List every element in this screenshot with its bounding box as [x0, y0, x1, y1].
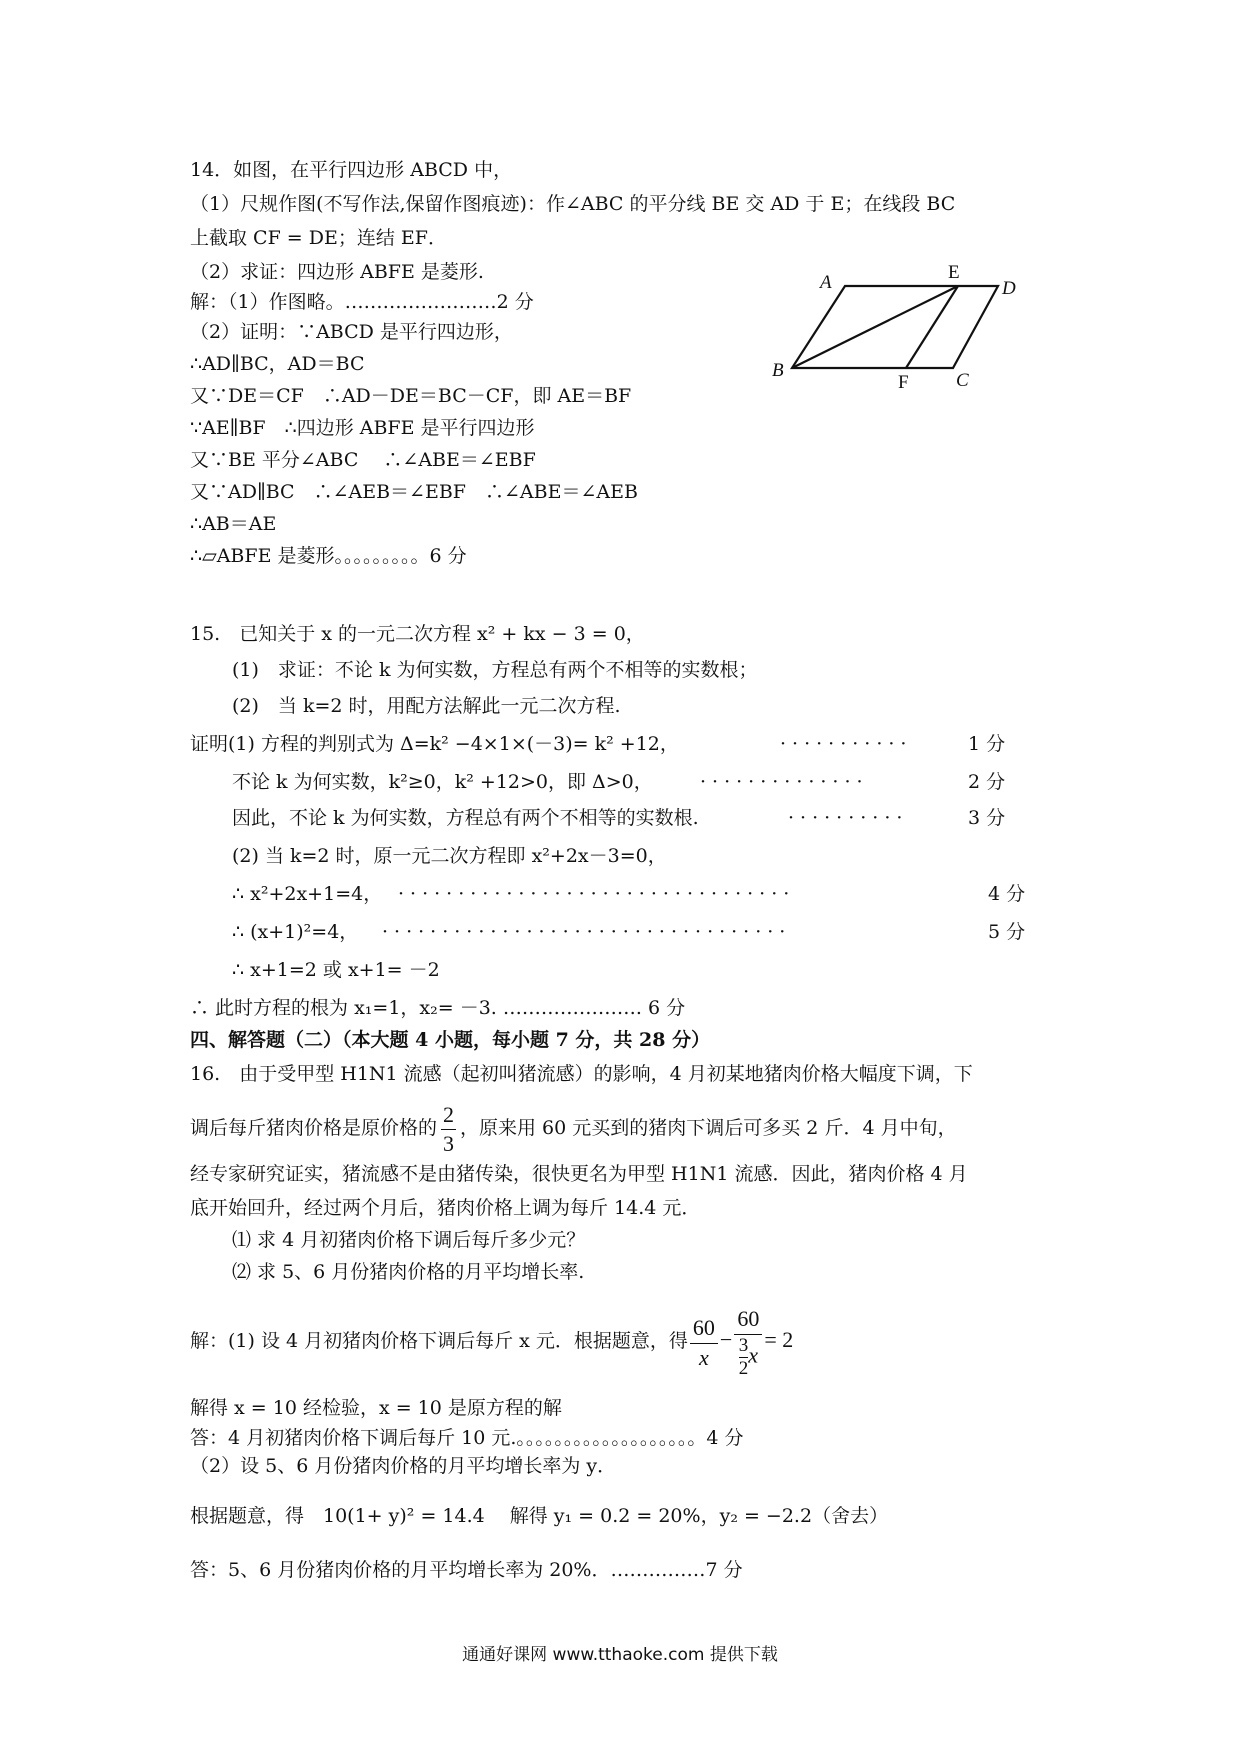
- p15-score-2: 2 分: [968, 771, 1006, 793]
- p16-line-4: 底开始回升，经过两个月后，猪肉价格上调为每斤 14.4 元．: [190, 1197, 701, 1219]
- p14-line-1: 14．如图，在平行四边形 ABCD 中，: [190, 159, 513, 181]
- parallelogram-abcd: [792, 286, 998, 368]
- label-b: B: [772, 360, 784, 381]
- p14-line-8: 又∵DE＝CF ∴AD－DE＝BC－CF，即 AE＝BF: [190, 385, 632, 407]
- p15-line-2: (1) 求证：不论 k 为何实数，方程总有两个不相等的实数根；: [232, 659, 758, 681]
- p15-leader-4: ·································: [398, 883, 796, 905]
- p15-score-4: 4 分: [988, 883, 1026, 905]
- p16-line-6: ⑵ 求 5、6 月份猪肉价格的月平均增长率.: [232, 1261, 585, 1283]
- p16-line-12: 答：5、6 月份猪肉价格的月平均增长率为 20%．……………7 分: [190, 1559, 743, 1581]
- p14-line-3: 上截取 CF = DE；连结 EF．: [190, 227, 447, 249]
- p16-line-9: 答：4 月初猪肉价格下调后每斤 10 元.。。。。。。。。。。。。。。。。。。。4 分: [190, 1427, 744, 1449]
- p16-line-3: 经专家研究证实，猪流感不是由猪传染，很快更名为甲型 H1N1 流感．因此，猪肉价格 4 月: [190, 1163, 968, 1185]
- equation-frac-1-num: 60: [690, 1313, 718, 1344]
- label-d: D: [1002, 278, 1016, 299]
- p14-line-6: （2）证明：∵ABCD 是平行四边形，: [190, 321, 513, 343]
- equation-frac-1: [690, 1313, 718, 1372]
- fraction-denominator: 3: [443, 1130, 455, 1156]
- p15-line-1: 15. 已知关于 x 的一元二次方程 x² + kx − 3 = 0，: [190, 623, 645, 645]
- p14-line-12: ∴AB＝AE: [190, 513, 277, 535]
- p16-line-2a: 调后每斤猪肉价格是原价格的: [190, 1117, 438, 1139]
- p14-line-7: ∴AD∥BC，AD＝BC: [190, 353, 365, 375]
- p15-leader-2: ··············: [700, 771, 869, 793]
- p15-line-9: ∴ (x+1)²=4，: [232, 921, 359, 943]
- p14-line-4: （2）求证：四边形 ABFE 是菱形.: [190, 261, 484, 283]
- equation-frac-2-den: $\frac{3}{2}$ x: [738, 1335, 758, 1379]
- p16-line-1: 16. 由于受甲型 H1N1 流感（起初叫猪流感）的影响，4 月初某地猪肉价格大幅度下调，下: [190, 1063, 973, 1085]
- fraction-two-thirds: [441, 1101, 456, 1158]
- p15-leader-1: ···········: [780, 733, 913, 755]
- p16-line-10: （2）设 5、6 月份猪肉价格的月平均增长率为 y．: [190, 1455, 617, 1477]
- equation-frac-2-num: 60: [734, 1304, 762, 1335]
- nested-fraction: $\frac{3}{2}$: [738, 1335, 749, 1379]
- fraction-numerator: 2: [441, 1101, 456, 1130]
- p15-line-6: 因此，不论 k 为何实数，方程总有两个不相等的实数根.: [232, 807, 699, 829]
- p15-line-3: (2) 当 k=2 时，用配方法解此一元二次方程.: [232, 695, 621, 717]
- equation-rhs: = 2: [764, 1327, 794, 1352]
- p16-line-5: ⑴ 求 4 月初猪肉价格下调后每斤多少元？: [232, 1229, 586, 1251]
- p16-line-2: [190, 1096, 957, 1160]
- p15-line-7: (2) 当 k=2 时，原一元二次方程即 x²+2x－3=0，: [232, 845, 667, 867]
- p15-score-5: 5 分: [988, 921, 1026, 943]
- p15-leader-5: ··································: [382, 921, 792, 943]
- label-f: F: [898, 372, 909, 393]
- p16-line-2b: ，原来用 60 元买到的猪肉下调后可多买 2 斤．4 月中旬，: [460, 1117, 957, 1139]
- equation-frac-2: [734, 1304, 762, 1380]
- p15-score-3: 3 分: [968, 807, 1006, 829]
- section-4-heading: 四、解答题（二）（本大题 4 小题，每小题 7 分，共 28 分）: [190, 1029, 711, 1051]
- equation-frac-1-den: x: [699, 1344, 709, 1370]
- p16-line-11: 根据题意，得 10(1+ y)² = 14.4 解得 y₁ = 0.2 = 20%，y₂ = −2.2（舍去）: [190, 1505, 889, 1527]
- p16-line-8: 解得 x = 10 经检验，x = 10 是原方程的解: [190, 1397, 562, 1419]
- p14-line-11: 又∵AD∥BC ∴∠AEB＝∠EBF ∴∠ABE＝∠AEB: [190, 481, 638, 503]
- p15-line-4: 证明(1) 方程的判别式为 Δ=k² −4×1×(－3)= k² +12，: [190, 733, 679, 755]
- p14-line-9: ∵AE∥BF ∴四边形 ABFE 是平行四边形: [190, 417, 535, 439]
- p16-line-7: 解：(1) 设 4 月初猪肉价格下调后每斤 x 元．根据题意，得 $\frac{60}{x}$ − 60 $\frac{3}{2}$ x = 2: [190, 1306, 794, 1379]
- p15-leader-3: ··········: [788, 807, 909, 829]
- p15-line-10: ∴ x+1=2 或 x+1= －2: [232, 959, 440, 981]
- page-footer: 通通好课网 www.tthaoke.com 提供下载: [462, 1645, 778, 1665]
- parallelogram-figure: [770, 262, 1016, 398]
- label-c: C: [956, 370, 969, 391]
- p16-line-7a: 解：(1) 设 4 月初猪肉价格下调后每斤 x 元．根据题意，得: [190, 1330, 688, 1352]
- p14-line-10: 又∵BE 平分∠ABC ∴∠ABE＝∠EBF: [190, 449, 536, 471]
- label-a: A: [820, 272, 832, 293]
- p15-line-11: ∴ 此时方程的根为 x₁=1，x₂= －3. …………………. 6 分: [190, 997, 686, 1019]
- p15-score-1: 1 分: [968, 733, 1006, 755]
- p15-line-8: ∴ x²+2x+1=4，: [232, 883, 383, 905]
- p14-line-13: ∴▱ABFE 是菱形。。。。。。。。。6 分: [190, 545, 467, 567]
- p14-line-5: 解：（1）作图略。……………………2 分: [190, 291, 534, 313]
- p15-line-5: 不论 k 为何实数，k²≥0，k² +12>0，即 Δ>0，: [232, 771, 653, 793]
- p14-line-2: （1）尺规作图(不写作法,保留作图痕迹)：作∠ABC 的平分线 BE 交 AD 于 E；在线段 BC: [190, 193, 956, 215]
- label-e: E: [948, 262, 960, 283]
